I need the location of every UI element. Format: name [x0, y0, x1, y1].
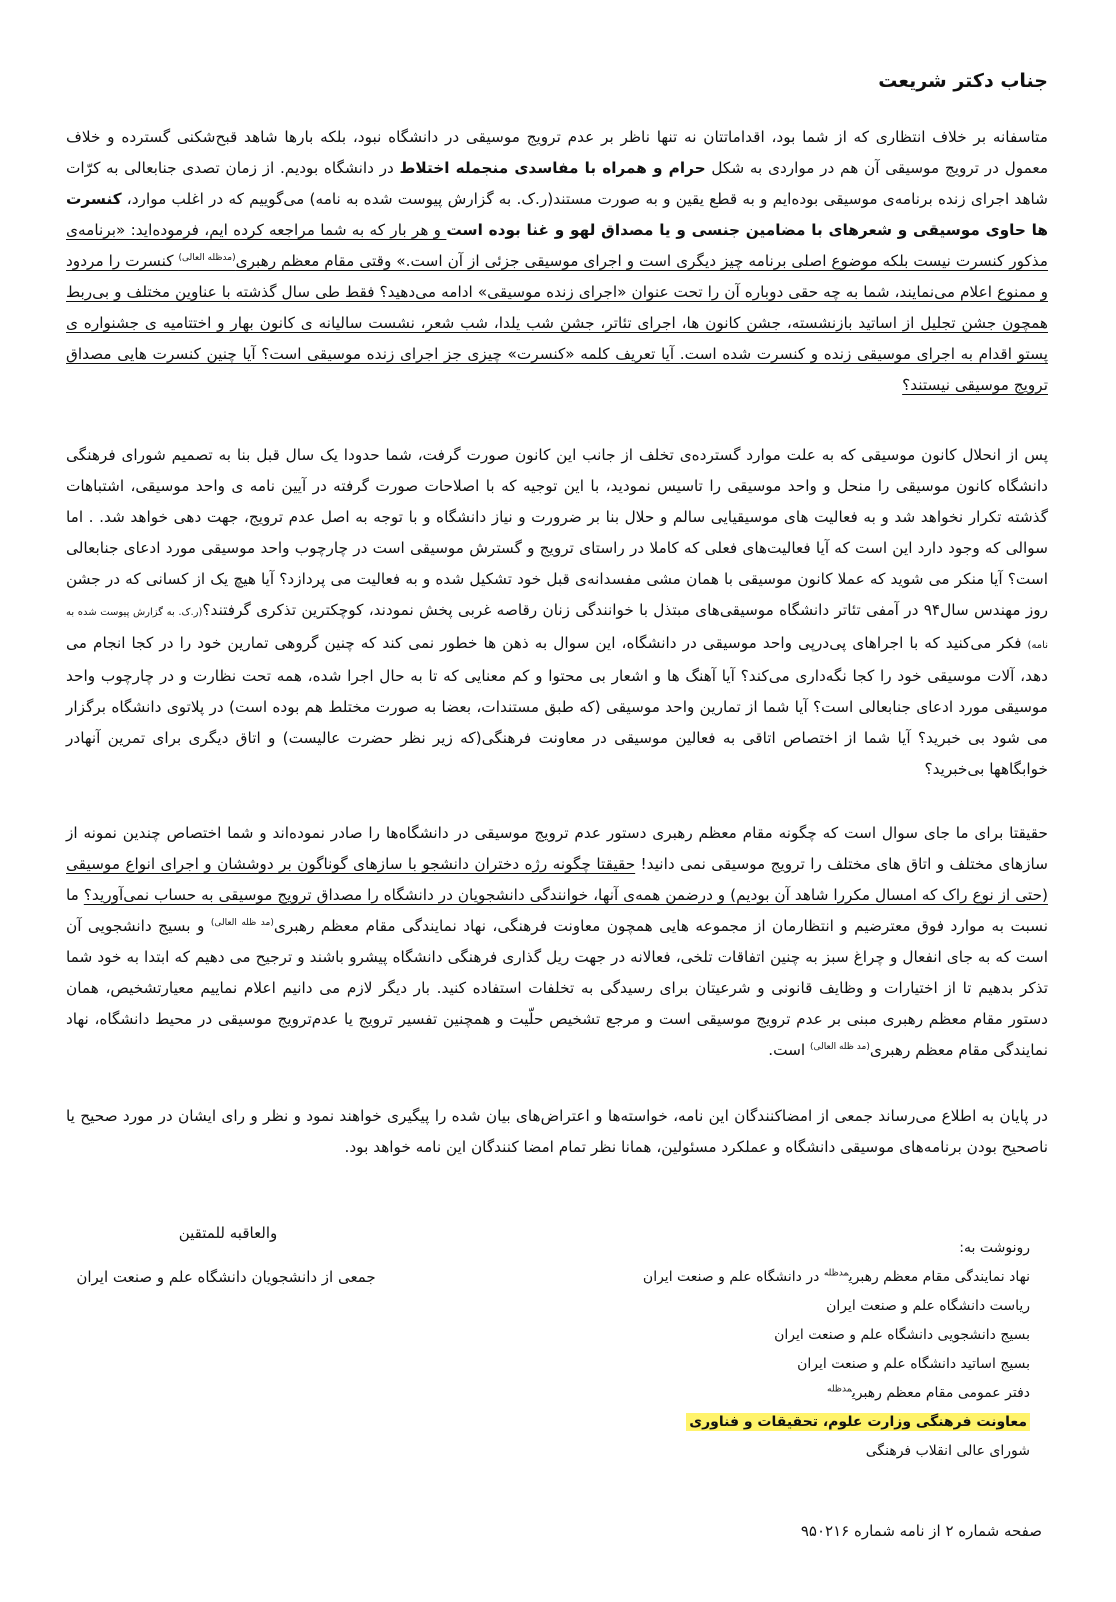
p1-honorific: (مدظله العالی) [178, 252, 236, 263]
paragraph-2 [66, 440, 1048, 785]
p3-underlined: حقیقتا چگونه رژه دختران دانشجو با سازهای گوناگون بر دوششان و اجرای انواع موسیقی (حتی از نوع راک که امسال مکررا شاهد آن بودیم) و درضمن همه‌ی آنها، خوانندگی دانشجویان در دانشگاه را مصداق ترویج موسیقی به حساب نمی‌آورید؟ [66, 855, 1049, 904]
letter-heading: جناب دکتر شریعت [878, 70, 1048, 92]
cc-item-1 [610, 1263, 1030, 1292]
paragraph-3 [66, 818, 1048, 1066]
p2-report-ref: (ر.ک. به گزارش پیوست شده به نامه) [66, 607, 1048, 651]
cc-item-6 [610, 1408, 1030, 1437]
p1-text-1: متاسفانه بر خلاف انتظاری که از شما بود، اقداماتتان نه تنها ناظر بر عدم ترویج موسیقی در دانشگاه نبود، بلکه بارها شاهد قبح‌شکنی گسترده و خلاف معمول در ترویج موسیقی آن هم در مواردی به شکل [66, 128, 1049, 177]
page-footer: صفحه شماره ۲ از نامه شماره ۹۵۰۲۱۶ [800, 1522, 1042, 1540]
cc-item-6-highlighted: معاونت فرهنگی وزارت علوم، تحقیقات و فناوری [686, 1413, 1030, 1431]
cc-item-1-text: نهاد نمایندگی مقام معظم رهبری [848, 1269, 1030, 1285]
p2-text-2: فکر می‌کنید که با اجراهای پی‌درپی واحد موسیقی در دانشگاه، این سوال به ذهن ها خطور نمی کند که چنین گروهی تمارین خود را در کجا انجام می دهد، آلات موسیقی خود را کجا نگه‌داری می‌کند؟ آیا آهنگ ها و اشعار بی محتوا و کم معنایی که تا به حال اجرا شده، همه تحت نظارت و در چارچوب واحد موسیقی مورد ادعای جنابعالی است؟ آیا شما از تمارین واحد موسیقی (که طبق مستندات، بعضا به صورت مختلط هم بوده است) در پلاتوی دانشگاه برگزار می شود بی خبرید؟ آیا شما از اختصاص اتاقی به فعالین موسیقی در معاونت فرهنگی(که زیر نظر حضرت عالیست) و اتاق دیگری برای تمرین آنهادر خوابگاهها بی‌خبرید؟ [66, 634, 1048, 778]
p1-underlined-1 [66, 221, 1048, 394]
cc-item-1-honorific: مدظله [823, 1268, 849, 1279]
p3-text-4: است. [768, 1041, 811, 1059]
p3-text-2: ما نسبت به موارد فوق معترضیم و انتظارمان از مجموعه هایی همچون معاونت فرهنگی، نهاد نمایندگی مقام معظم رهبری [66, 886, 1048, 935]
p3-honorific-2: (مد ظله العالی) [810, 1041, 870, 1052]
cc-list [610, 1234, 1030, 1466]
p1-bold-concerts: کنسرت ها حاوی موسیقی و شعرهای با مضامین جنسی و یا مصداق لهو و غنا بوده است [66, 190, 1048, 239]
p1-text-4: کنسرت را مردود و ممنوع اعلام می‌نمایند، شما به چه حقی دوباره آن را تحت عنوان «اجرای زنده موسیقی» ادامه می‌دهید؟ فقط طی سال گذشته با عناوین مختلف و بی‌ربط همچون جشن تجلیل از اساتید بازنشسته، جشن کانون ها، اجرای تئاتر، جشن شب یلدا، شب شعر، نشست سالیانه ی کانون بهار و اختتامیه ی جشنواره ی پستو اقدام به اجرای موسیقی زنده و کنسرت شده است. آیا تعریف کلمه «کنسرت» چیزی جز اجرای زنده موسیقی است؟ آیا چنین کنسرت هایی مصداق ترویج موسیقی نیستند؟ [66, 252, 1048, 394]
cc-item-1-tail: در دانشگاه علم و صنعت ایران [642, 1269, 824, 1285]
closing-phrase: والعاقبه للمتقین [178, 1224, 278, 1242]
p3-text-3: و بسیج دانشجویی آن است که به جای انفعال و چراغ سبز به چنین اتفاقات تلخی، فعالانه در جهت ریل گذاری فرهنگی دانشگاه پیشرو باشند و ترجیح می دهیم که ابتدا به خود شما تذکر بدهیم تا از اختیارات و وظایف قانونی و شرعیتان برای رسیدگی به تخلفات استفاده کنید. بار دیگر لازم می دانیم اعلام نماییم معیارتشخیص، همان دستور مقام معظم رهبری مبنی بر عدم ترویج موسیقی است و مرجع تشخیص حلّیت و همچنین تفسیر ترویج یا عدم‌ترویج موسیقی در محیط دانشگاه، نهاد نمایندگی مقام معظم رهبری [66, 917, 1048, 1059]
cc-item-5-text: دفتر عمومی مقام معظم رهبری [851, 1385, 1030, 1401]
cc-item-7: شورای عالی انقلاب فرهنگی [865, 1443, 1030, 1459]
p3-honorific-1: (مد ظله العالی) [210, 917, 274, 928]
p3-text-1: حقیقتا برای ما جای سوال است که چگونه مقام معظم رهبری دستور عدم ترویج موسیقی در دانشگاه‌ها را صادر نموده‌اند و شما اختصاص چندین نمونه از سازهای مختلف و اتاق های مختلف را ترویج موسیقی نمی دانید! [66, 824, 1048, 873]
p1-text-2: در دانشگاه بودیم. از زمان تصدی جنابعالی به کرّات شاهد اجرای زنده برنامه‌ی موسیقی بوده‌ایم و به قطع یقین و به صورت مستند(ر.ک. به گزارش پیوست شده به نامه) می‌گوییم که در اغلب موارد، [66, 159, 1048, 208]
cc-item-2: ریاست دانشگاه علم و صنعت ایران [826, 1298, 1030, 1314]
cc-item-5-honorific: مدظله [827, 1384, 852, 1395]
signatories: جمعی از دانشجویان دانشگاه علم و صنعت ایران [76, 1268, 376, 1286]
p1-bold-haram: حرام و همراه با مفاسدی منجمله اختلاط [399, 159, 706, 177]
paragraph-1 [66, 122, 1048, 401]
p2-text-1: پس از انحلال کانون موسیقی که به علت موارد گسترده‌ی تخلف از جانب این کانون صورت گرفت، شما حدودا یک سال قبل بنا به تصمیم شورای فرهنگی دانشگاه کانون موسیقی را منحل و واحد موسیقی را تاسیس نمودید، با این توجیه که با اصلاحات صورت گرفته در آیین نامه ی واحد موسیقی، اشتباهات گذشته تکرار نخواهد شد و به فعالیت های موسیقیایی سالم و حلال بنا بر ضرورت و نیاز دانشگاه و با توجه به اصل عدم ترویج، جهت دهی خواهد شد. . اما سوالی که وجود دارد این است که آیا فعالیت‌های فعلی که کاملا در راستای ترویج و گسترش موسیقی است در چارچوب واحد موسیقی مورد ادعای جنابعالی است؟ آیا منکر می شوید که عملا کانون موسیقی با همان مشی مفسدانه‌ی قبل خود تشکیل شده و به فعالیت می پردازد؟ آیا هیچ یک از کسانی که در جشن روز مهندس سال۹۴ در آمفی تئاتر دانشگاه موسیقی‌های مبتذل با خوانندگی زنان رقاصه غربی پخش نمودند، کوچکترین تذکری گرفتند؟ [66, 446, 1048, 619]
cc-item-3: بسیج دانشجویی دانشگاه علم و صنعت ایران [774, 1327, 1030, 1343]
cc-title: رونوشت به: [959, 1240, 1030, 1256]
cc-item-4: بسیج اساتید دانشگاه علم و صنعت ایران [797, 1356, 1030, 1372]
cc-item-5 [610, 1379, 1030, 1408]
p1-text-3: و هر بار که به شما مراجعه کرده ایم، فرموده‌اید: «برنامه‌ی مذکور کنسرت نیست بلکه موضوع اصلی برنامه چیز دیگری است و اجرای موسیقی جزئی از آن است.» وقتی مقام معظم رهبری [66, 221, 1049, 270]
paragraph-4: در پایان به اطلاع می‌رساند جمعی از امضاکنندگان این نامه، خواسته‌ها و اعتراض‌های بیان شده را پیگیری خواهند نمود و نظر و رای ایشان در مورد صحیح یا ناصحیح بودن برنامه‌های موسیقی دانشگاه و عملکرد مسئولین، همانا نظر تمام امضا کنندگان این نامه خواهد بود. [66, 1107, 1048, 1156]
